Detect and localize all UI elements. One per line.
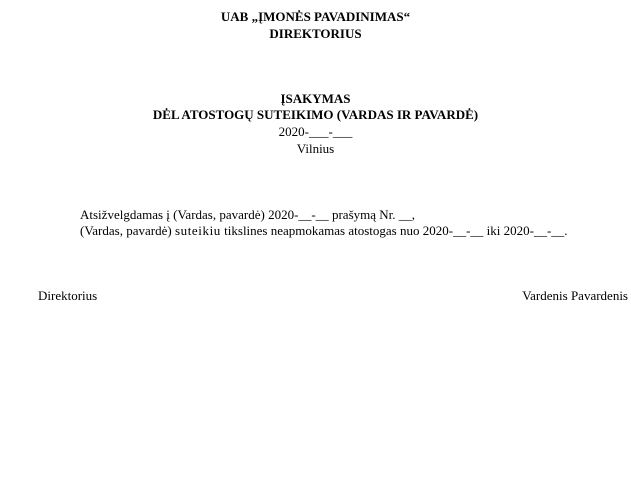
company-name: UAB „ĮMONĖS PAVADINIMAS“	[220, 9, 411, 24]
body-line-2	[80, 223, 568, 239]
signature-name: Vardenis Pavardenis	[522, 288, 628, 303]
document-date: 2020-___-___	[278, 124, 353, 139]
document-place: Vilnius	[296, 141, 335, 156]
position-title: DIREKTORIUS	[269, 26, 362, 41]
signature-role: Direktorius	[38, 288, 98, 303]
body-line-2-verb: suteikiu	[174, 223, 221, 238]
document-title: ĮSAKYMAS	[280, 91, 351, 106]
document-subject: DĖL ATOSTOGŲ SUTEIKIMO (VARDAS IR PAVARDĖ)	[152, 107, 479, 122]
body-line-1: Atsižvelgdamas į (Vardas, pavardė) 2020-__-__ prašymą Nr. __,	[80, 207, 416, 222]
body-line-2-end: tikslines neapmokamas atostogas nuo 2020-__-__ iki 2020-__-__.	[220, 223, 568, 238]
body-line-2-start: (Vardas, pavardė)	[80, 223, 175, 238]
